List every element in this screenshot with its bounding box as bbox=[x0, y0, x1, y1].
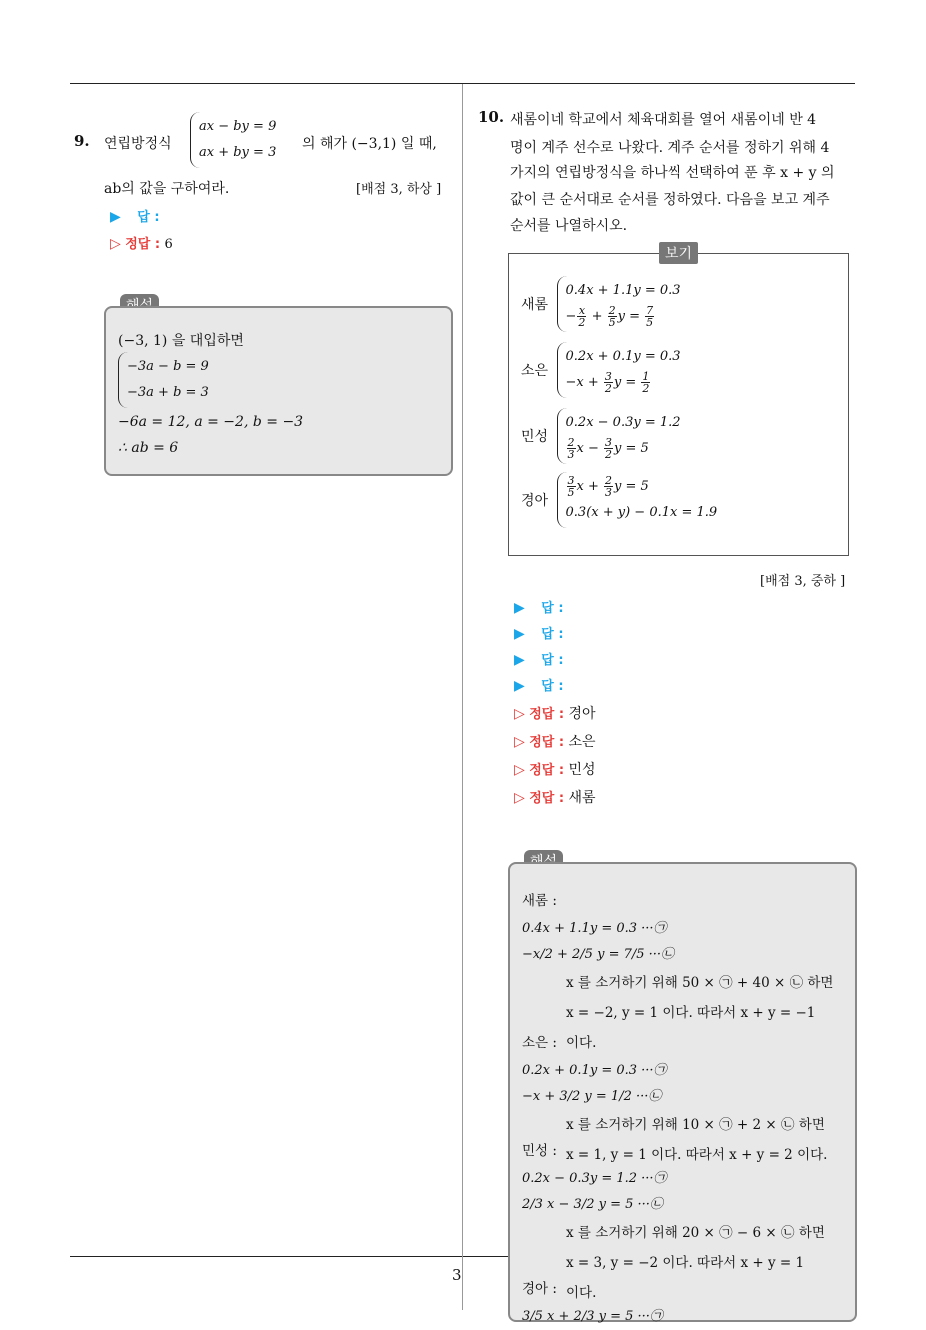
q10-text-5: 순서를 나열하시오. bbox=[510, 218, 628, 234]
sol-line: 이다. bbox=[566, 1035, 597, 1051]
q10-text-4: 값이 큰 순서대로 순서를 정하였다. 다음을 보고 계주 bbox=[510, 192, 830, 208]
q10-answer-4 bbox=[514, 675, 564, 694]
eq-part: 2 bbox=[605, 474, 613, 487]
q10-text-2: 명이 계주 선수로 나왔다. 계주 순서를 정하기 위해 4 bbox=[510, 140, 830, 156]
bogi-item-saerom bbox=[521, 276, 681, 332]
q9-sol-eq1: −3a − b = 9 bbox=[127, 359, 209, 374]
eq-part: 3 bbox=[605, 486, 613, 499]
q10-example-tag: 보기 bbox=[659, 242, 698, 264]
answer-label: 답 : bbox=[541, 627, 564, 642]
sol-line: x 를 소거하기 위해 50 × ㉠ + 40 × ㉡ 하면 bbox=[566, 975, 834, 991]
bogi-eq: 0.2x + 0.1y = 0.3 bbox=[565, 349, 681, 364]
play-icon: ▶ bbox=[514, 626, 525, 642]
triangle-outline-icon: ▷ bbox=[514, 734, 525, 750]
eq-part: y = 5 bbox=[614, 441, 649, 456]
sol-line: x = −2, y = 1 이다. 따라서 x + y = −1 bbox=[566, 1005, 816, 1021]
fraction bbox=[604, 475, 613, 498]
eq-part: 3 bbox=[567, 448, 575, 461]
q10-correct-1 bbox=[514, 703, 596, 723]
sol-line: x = 1, y = 1 이다. 따라서 x + y = 2 이다. bbox=[566, 1147, 828, 1163]
q9-sol-line3: −6a = 12, a = −2, b = −3 bbox=[118, 414, 304, 430]
bogi-system bbox=[557, 472, 718, 528]
q9-tail: 의 해가 (−3,1) 일 때, bbox=[302, 136, 437, 152]
q10-solution-box bbox=[508, 862, 857, 1322]
bogi-name: 소은 bbox=[521, 363, 549, 379]
q10-correct-4 bbox=[514, 787, 596, 807]
bogi-system bbox=[557, 276, 681, 332]
bogi-eq bbox=[566, 370, 681, 396]
sol-eq: −x/2 + 2/5 y = 7/5 ···㉡ bbox=[522, 947, 675, 962]
eq-part: 1 bbox=[642, 370, 650, 383]
fraction bbox=[577, 305, 586, 328]
question-number: 10. bbox=[478, 108, 505, 126]
correct-label: 정답 : bbox=[529, 735, 565, 750]
eq-part: 3 bbox=[567, 474, 575, 487]
eq-part: y = bbox=[617, 309, 640, 324]
bogi-eq: 0.2x − 0.3y = 1.2 bbox=[565, 415, 681, 430]
correct-value: 새롬 bbox=[568, 790, 596, 806]
answer-label: 답 : bbox=[541, 653, 564, 668]
fraction bbox=[608, 305, 617, 328]
sol-eq: 0.2x + 0.1y = 0.3 ···㉠ bbox=[522, 1063, 667, 1078]
sol-line: x = 3, y = −2 이다. 따라서 x + y = 1 bbox=[566, 1255, 805, 1271]
sol-eq: 0.4x + 1.1y = 0.3 ···㉠ bbox=[522, 921, 667, 936]
q10-answer-3 bbox=[514, 649, 564, 668]
correct-label: 정답 : bbox=[529, 707, 565, 722]
triangle-outline-icon: ▷ bbox=[110, 236, 121, 252]
q9-sol-eq2: −3a + b = 3 bbox=[127, 385, 209, 400]
fraction bbox=[641, 371, 650, 394]
q9-eq2: ax + by = 3 bbox=[199, 145, 277, 160]
eq-part: 2 bbox=[578, 316, 586, 329]
q9-score: [배점 3, 하상 ] bbox=[356, 182, 442, 197]
triangle-outline-icon: ▷ bbox=[514, 762, 525, 778]
answer-label: 답 : bbox=[541, 679, 564, 694]
eq-part: x + bbox=[576, 479, 599, 494]
eq-part: y = 5 bbox=[614, 479, 649, 494]
eq-part: 3 bbox=[604, 370, 612, 383]
q10-correct-2 bbox=[514, 731, 596, 751]
q10-correct-3 bbox=[514, 759, 596, 779]
bogi-item-gyeonga bbox=[521, 472, 717, 528]
sol-line: 이다. bbox=[566, 1285, 597, 1301]
fraction bbox=[567, 437, 576, 460]
eq-part: − bbox=[565, 309, 577, 324]
correct-value: 6 bbox=[164, 237, 173, 252]
sol-eq: 0.2x − 0.3y = 1.2 ···㉠ bbox=[522, 1171, 667, 1186]
sol-line: x 를 소거하기 위해 10 × ㉠ + 2 × ㉡ 하면 bbox=[566, 1117, 825, 1133]
eq-part: 7 bbox=[646, 304, 654, 317]
correct-label: 정답 : bbox=[529, 791, 565, 806]
play-icon: ▶ bbox=[514, 652, 525, 668]
eq-part: 5 bbox=[646, 316, 654, 329]
eq-part: x − bbox=[576, 441, 599, 456]
correct-value: 소은 bbox=[568, 734, 596, 750]
bogi-eq: 0.3(x + y) − 0.1x = 1.9 bbox=[565, 505, 718, 520]
fraction bbox=[604, 437, 613, 460]
bogi-item-soeun bbox=[521, 342, 681, 398]
eq-part: 2 bbox=[605, 448, 613, 461]
eq-part: + bbox=[591, 309, 603, 324]
eq-part: 2 bbox=[604, 382, 612, 395]
eq-part: −x + bbox=[565, 375, 599, 390]
q9-sol-line4: ∴ ab = 6 bbox=[118, 440, 179, 456]
correct-value: 민성 bbox=[568, 762, 596, 778]
q9-system bbox=[190, 112, 276, 168]
correct-value: 경아 bbox=[568, 706, 596, 722]
question-number: 9. bbox=[74, 132, 90, 150]
sol-gyeonga bbox=[522, 1274, 663, 1330]
sol-eq: −x + 3/2 y = 1/2 ···㉡ bbox=[522, 1089, 662, 1104]
eq-part: 2 bbox=[608, 304, 616, 317]
q9-eq1: ax − by = 9 bbox=[199, 119, 277, 134]
play-icon: ▶ bbox=[110, 209, 121, 225]
sol-eq: 2/3 x − 3/2 y = 5 ···㉡ bbox=[522, 1197, 663, 1212]
bogi-system bbox=[557, 408, 681, 464]
play-icon: ▶ bbox=[514, 600, 525, 616]
eq-part: 2 bbox=[567, 436, 575, 449]
q10-text-3: 가지의 연립방정식을 하나씩 선택하여 푼 후 x + y 의 bbox=[510, 165, 835, 181]
sol-line: x 를 소거하기 위해 20 × ㉠ − 6 × ㉡ 하면 bbox=[566, 1225, 825, 1241]
eq-part: 3 bbox=[605, 436, 613, 449]
q9-line2: ab의 값을 구하여라. bbox=[104, 181, 230, 197]
bogi-eq bbox=[566, 436, 681, 462]
q10-example-box bbox=[508, 253, 849, 556]
q9-answer bbox=[110, 206, 160, 225]
bogi-item-minseong bbox=[521, 408, 681, 464]
q9-sol-system bbox=[118, 352, 209, 408]
q9-lead: 연립방정식 bbox=[104, 136, 172, 152]
eq-part: y = bbox=[613, 375, 637, 390]
q10-answer-1 bbox=[514, 597, 564, 616]
play-icon: ▶ bbox=[514, 678, 525, 694]
sol-name: 민성 : bbox=[522, 1143, 557, 1159]
triangle-outline-icon: ▷ bbox=[514, 706, 525, 722]
eq-part: 5 bbox=[608, 316, 616, 329]
fraction bbox=[567, 475, 576, 498]
eq-part: 2 bbox=[642, 382, 650, 395]
q9-sol-line1: (−3, 1) 을 대입하면 bbox=[118, 333, 244, 349]
page-number: 3 bbox=[452, 1266, 462, 1284]
bogi-system bbox=[557, 342, 681, 398]
q10-answer-2 bbox=[514, 623, 564, 642]
correct-label: 정답 : bbox=[529, 763, 565, 778]
triangle-outline-icon: ▷ bbox=[514, 790, 525, 806]
sol-name: 경아 : bbox=[522, 1281, 557, 1297]
answer-label: 답 : bbox=[541, 601, 564, 616]
correct-label: 정답 : bbox=[125, 237, 161, 252]
q10-score: [배점 3, 중하 ] bbox=[760, 574, 846, 589]
bogi-eq: 0.4x + 1.1y = 0.3 bbox=[565, 283, 681, 298]
fraction bbox=[604, 371, 613, 394]
bogi-eq bbox=[566, 474, 718, 500]
sol-eq: 3/5 x + 2/3 y = 5 ···㉠ bbox=[522, 1309, 663, 1324]
sol-name: 소은 : bbox=[522, 1035, 557, 1051]
answer-label: 답 : bbox=[137, 210, 160, 225]
bogi-name: 경아 bbox=[521, 493, 549, 509]
eq-part: 5 bbox=[567, 486, 575, 499]
sol-name: 새롬 : bbox=[522, 893, 557, 909]
q10-text-1: 새롬이네 학교에서 체육대회를 열어 새롬이네 반 4 bbox=[510, 112, 817, 128]
eq-part: x bbox=[578, 304, 586, 317]
q9-solution-box bbox=[104, 306, 453, 476]
fraction bbox=[645, 305, 654, 328]
bogi-name: 민성 bbox=[521, 429, 549, 445]
column-divider bbox=[462, 84, 463, 1310]
q9-correct bbox=[110, 233, 173, 252]
bogi-eq bbox=[566, 304, 681, 330]
bogi-name: 새롬 bbox=[521, 297, 549, 313]
